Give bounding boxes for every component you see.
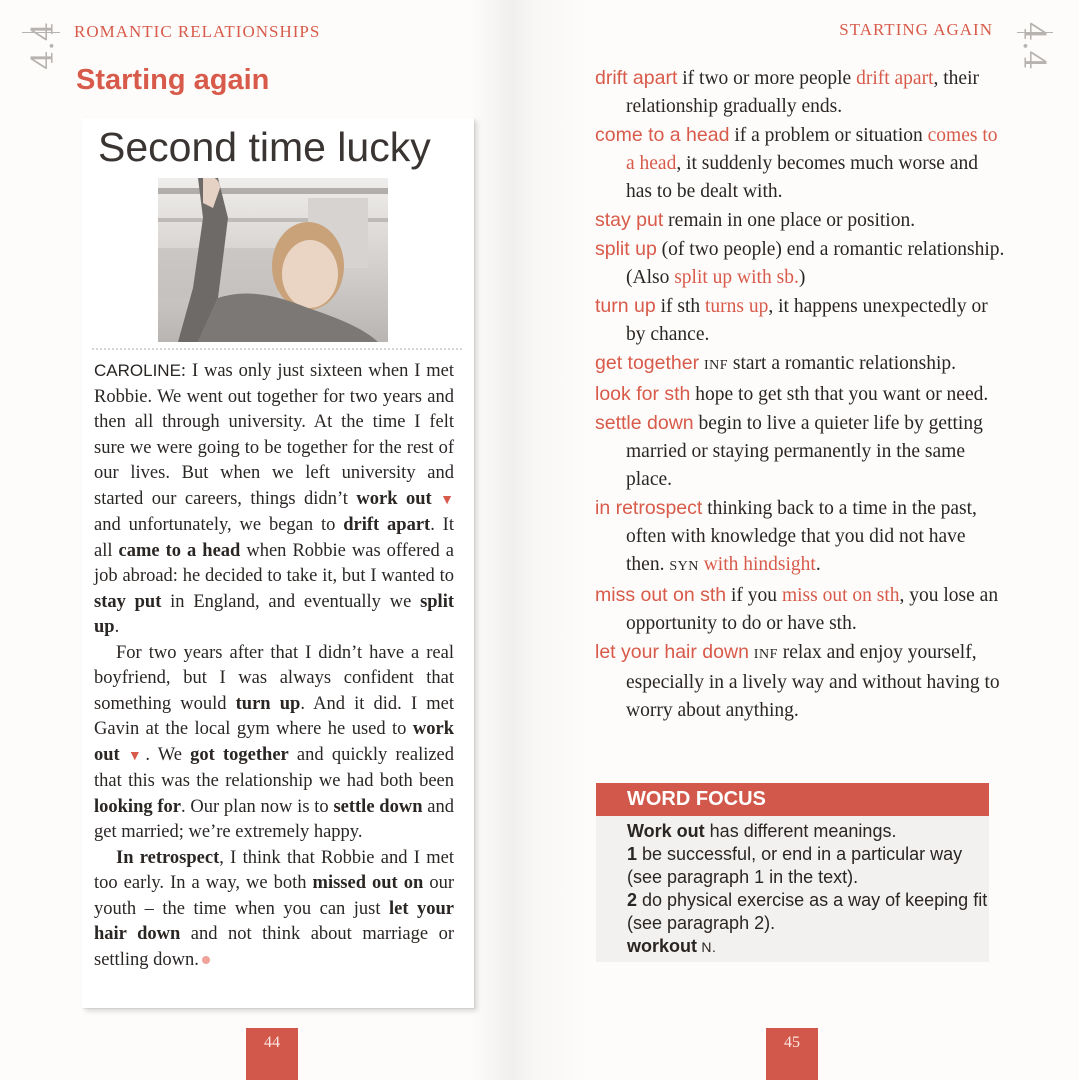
photo-divider <box>92 348 462 350</box>
article-run-text: and get married; we’re extremely happy. <box>94 796 454 842</box>
running-head-right: STARTING AGAIN <box>839 20 993 39</box>
speaker-name: CAROLINE <box>94 361 181 380</box>
glossary-def-text: , their relationship gradually ends. <box>626 68 979 117</box>
glossary-term: look for sth <box>595 383 691 405</box>
glossary-def-highlight: miss out on sth <box>781 585 900 606</box>
page-number-left: 44 <box>246 1028 298 1080</box>
glossary-term: in retrospect <box>595 497 703 519</box>
article-run-bold: turn up <box>235 693 301 714</box>
section-title: Starting again <box>76 64 270 96</box>
glossary-def-text: if you <box>726 585 782 606</box>
glossary-term: turn up <box>595 295 656 317</box>
glossary-entry <box>595 292 1005 349</box>
page-number-right: 45 <box>766 1028 818 1080</box>
article-paragraph-3 <box>94 846 454 974</box>
article-run-text: I was only just sixteen when I met Robbie. We went out together for two years and then all through university. At the time I felt sure we were going to be together for the rest of our lives. But when we left university and started our careers, things didn’t <box>94 361 454 509</box>
glossary-term: let your hair down <box>595 641 749 663</box>
glossary-def-text: , it suddenly becomes much worse and has to be dealt with. <box>626 153 978 202</box>
article-run-text: our youth – the time when you can just <box>94 873 454 919</box>
glossary-def-text: ) <box>798 267 806 288</box>
word-focus-bold: 2 <box>627 890 638 910</box>
word-focus-line <box>627 889 989 935</box>
glossary-term: get together <box>595 352 700 374</box>
article-run-bold: work out <box>94 719 454 765</box>
chapter-tab-left: 4.4 <box>26 22 61 70</box>
glossary-def-text: (of two people) end a romantic relationship. (Also <box>626 239 1005 288</box>
article-title: Second time lucky <box>98 124 431 170</box>
glossary-def-highlight: comes to a head <box>626 125 998 174</box>
triangle-marker-icon: ▼ <box>127 748 146 764</box>
article-run-text: For two years after that I didn’t have a real boyfriend, but I was always confident that something would <box>94 642 454 714</box>
glossary-def-label: INF <box>703 358 729 373</box>
glossary-def-highlight: with hindsight <box>703 554 816 575</box>
glossary-def-text: , it happens unexpectedly or by chance. <box>626 296 988 345</box>
glossary-term: settle down <box>595 412 694 434</box>
article-run-bold: In retrospect <box>116 847 220 868</box>
word-focus-bold: 1 <box>627 844 638 864</box>
glossary-entry <box>595 638 1005 725</box>
paragraph-text <box>94 643 454 843</box>
article-run-text: when Robbie was offered a job abroad: he decided to take it, but I wanted to <box>94 540 454 586</box>
word-focus-line <box>627 935 989 959</box>
chapter-tab-right: 4.4 <box>1016 22 1051 70</box>
article-run-bold: looking for <box>94 796 181 817</box>
speaker-colon: : <box>180 361 192 381</box>
glossary-entry <box>595 494 1005 581</box>
end-of-article-dot <box>202 956 210 964</box>
word-focus-label: N. <box>697 939 717 955</box>
article-run-text: and unfortunately, we began to <box>94 515 344 535</box>
glossary-def-highlight: turns up <box>705 296 769 317</box>
article-run-bold: settle down <box>333 796 423 817</box>
article-run-bold: split up <box>94 591 454 637</box>
word-focus-heading: WORD FOCUS <box>596 783 989 816</box>
article-run-text: . We <box>145 744 191 765</box>
glossary-def-text: if two or more people <box>677 68 857 89</box>
glossary-def-label: SYN <box>669 559 699 574</box>
article-run-text: . Our plan now is to <box>181 796 334 817</box>
glossary-entry <box>595 235 1005 292</box>
article-run-text <box>432 489 440 509</box>
glossary-term: miss out on sth <box>595 584 727 606</box>
article-run-bold: let your hair down <box>94 898 454 944</box>
article-run-bold: work out <box>356 488 432 509</box>
article-run-bold: missed out on <box>312 873 424 893</box>
word-focus-bold: workout <box>627 936 697 956</box>
article-run-text: . It all <box>94 515 454 561</box>
glossary-def-text: if sth <box>655 296 706 317</box>
glossary-entry <box>595 380 1005 409</box>
article-paragraph-1 <box>94 358 454 641</box>
glossary-def-text: . <box>815 554 821 575</box>
glossary-entry <box>595 64 1005 121</box>
article-run-text: and quickly realized that this was the relationship we had both been <box>94 744 455 791</box>
glossary-term: split up <box>595 238 657 260</box>
paragraph-text <box>94 848 454 970</box>
word-focus-bold: Work out <box>627 821 705 841</box>
running-head-left: ROMANTIC RELATIONSHIPS <box>74 22 321 41</box>
glossary-entry <box>595 121 1005 206</box>
article-run-text: and not think about marriage or settling down. <box>94 924 454 970</box>
article-body <box>94 358 454 973</box>
glossary-def-text: remain in one place or position. <box>663 210 916 231</box>
word-focus-box <box>596 816 989 962</box>
glossary-def-text: begin to live a quieter life by getting married or staying permanently in the same place. <box>626 413 983 490</box>
glossary-term: drift apart <box>595 67 678 89</box>
glossary-def-text: , you lose an opportunity to do or have sth. <box>626 585 999 634</box>
article-photo <box>158 178 388 342</box>
glossary-def-text: relax and enjoy yourself, especially in a lively way and without having to worry about anything. <box>626 642 1000 721</box>
article-run-bold: drift apart <box>343 515 431 535</box>
glossary-def-text: hope to get sth that you want or need. <box>690 384 989 405</box>
glossary-def-highlight: split up with sb. <box>674 267 799 288</box>
glossary-def-label: INF <box>753 647 778 662</box>
article-run-bold: got together <box>190 744 289 765</box>
word-focus-line <box>627 820 989 843</box>
paragraph-text <box>94 361 454 637</box>
glossary-entry <box>595 206 1005 235</box>
article-run-bold: stay put <box>94 591 162 612</box>
glossary-entry <box>595 581 1005 638</box>
article-box <box>82 118 474 1008</box>
article-paragraph-2 <box>94 641 454 846</box>
glossary-list <box>595 64 1005 725</box>
glossary-def-text: thinking back to a time in the past, often with knowledge that you did not have then. <box>626 498 977 575</box>
triangle-marker-icon: ▼ <box>440 492 454 508</box>
glossary-def-text: start a romantic relationship. <box>728 353 957 374</box>
article-run-text: , I think that Robbie and I met too early. In a way, we both <box>94 847 454 893</box>
glossary-entry <box>595 409 1005 494</box>
book-spine-shadow <box>470 0 590 1080</box>
article-run-text: . <box>114 617 120 637</box>
word-focus-text: has different meanings. <box>704 821 897 841</box>
glossary-entry <box>595 349 1005 380</box>
word-focus-text: be successful, or end in a particular way (see paragraph 1 in the text). <box>627 844 963 887</box>
woman-portrait-image <box>158 178 388 342</box>
glossary-term: stay put <box>595 209 664 231</box>
article-run-text: . And it did. I met Gavin at the local gym where he used to <box>94 693 454 739</box>
article-run-text: in England, and eventually we <box>161 591 421 612</box>
glossary-def-text: if a problem or situation <box>729 125 928 146</box>
article-run-bold: came to a head <box>118 540 241 561</box>
word-focus-text: do physical exercise as a way of keeping fit (see paragraph 2). <box>627 890 988 933</box>
glossary-def-highlight: drift apart <box>856 68 934 89</box>
word-focus-line <box>627 843 989 889</box>
glossary-term: come to a head <box>595 124 730 146</box>
article-run-text <box>120 745 128 765</box>
